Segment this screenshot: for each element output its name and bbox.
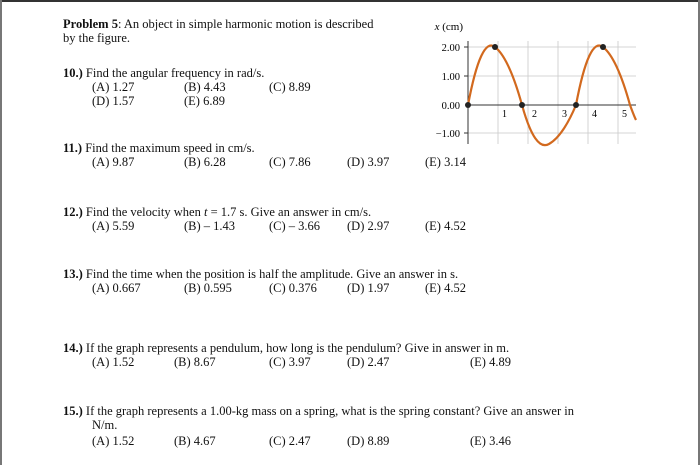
problem-intro-cont: by the figure. (63, 31, 130, 45)
problem-label: Problem 5 (63, 17, 118, 31)
sine-curve (468, 45, 636, 145)
option[interactable]: (A) 1.27 (92, 80, 135, 94)
question-text: If the graph represents a 1.00-kg mass on a spring, what is the spring constant? Give an answer in (85, 404, 574, 418)
option[interactable]: (C) 0.376 (269, 281, 317, 295)
question-12 (63, 205, 371, 219)
question-text: Find the angular frequency in rad/s. (85, 66, 265, 80)
top-edge (0, 0, 700, 2)
problem-intro (63, 17, 373, 31)
question-text-post: = 1.7 s. Give an answer in cm/s. (207, 205, 372, 219)
y-tick-label: 1.00 (441, 72, 460, 83)
option[interactable]: (C) – 3.66 (269, 219, 321, 233)
question-number: 13.) (63, 267, 83, 281)
x-tick-label: 5 (622, 109, 627, 120)
question-number: 11.) (63, 141, 83, 155)
option[interactable]: (E) 6.89 (184, 94, 225, 108)
question-text-pre: Find the velocity when (85, 205, 204, 219)
data-point (519, 102, 525, 108)
option[interactable]: (C) 8.89 (269, 80, 311, 94)
data-point (492, 44, 498, 50)
y-tick-label: −1.00 (435, 129, 460, 140)
data-point (465, 102, 471, 108)
option[interactable]: (B) – 1.43 (184, 219, 236, 233)
problem-intro-text: : An object in simple harmonic motion is described (117, 17, 374, 31)
question-14 (63, 341, 509, 355)
question-text: If the graph represents a pendulum, how long is the pendulum? Give in answer in m. (85, 341, 510, 355)
y-axis-variable: x (434, 21, 440, 33)
question-15 (63, 404, 574, 418)
option[interactable]: (B) 0.595 (184, 281, 232, 295)
option[interactable]: (B) 8.67 (174, 355, 216, 369)
option[interactable]: (E) 3.46 (470, 434, 511, 448)
option[interactable]: (C) 2.47 (269, 434, 311, 448)
option[interactable]: (A) 5.59 (92, 219, 135, 233)
option[interactable]: (B) 6.28 (184, 155, 226, 169)
option[interactable]: (E) 4.52 (425, 281, 466, 295)
option[interactable]: (A) 0.667 (92, 281, 141, 295)
option[interactable]: (B) 4.43 (184, 80, 226, 94)
question-text-cont: N/m. (92, 418, 118, 432)
x-tick-label: 1 (502, 109, 507, 120)
y-axis-unit: (cm) (439, 21, 463, 33)
option[interactable]: (D) 2.97 (347, 219, 390, 233)
data-point (600, 44, 606, 50)
y-tick-label: 0.00 (441, 101, 460, 112)
option[interactable]: (D) 3.97 (347, 155, 390, 169)
question-text: Find the maximum speed in cm/s. (85, 141, 255, 155)
data-point (573, 102, 579, 108)
option[interactable]: (A) 9.87 (92, 155, 135, 169)
option[interactable]: (A) 1.52 (92, 355, 135, 369)
question-number: 12.) (63, 205, 83, 219)
question-11 (63, 141, 255, 155)
y-tick-label: 2.00 (441, 43, 460, 54)
option[interactable]: (A) 1.52 (92, 434, 135, 448)
question-number: 15.) (63, 404, 83, 418)
x-tick-label: 3 (562, 109, 567, 120)
question-10 (63, 66, 264, 80)
option[interactable]: (B) 4.67 (174, 434, 216, 448)
option[interactable]: (D) 8.89 (347, 434, 390, 448)
x-tick-label: 4 (592, 109, 597, 120)
question-text: Find the time when the position is half the amplitude. Give an answer in s. (85, 267, 459, 281)
option[interactable]: (E) 4.89 (470, 355, 511, 369)
y-axis-label (434, 21, 464, 33)
option[interactable]: (C) 3.97 (269, 355, 311, 369)
question-number: 14.) (63, 341, 83, 355)
x-tick-label: 2 (532, 109, 537, 120)
option[interactable]: (D) 1.57 (92, 94, 135, 108)
position-time-graph (410, 16, 650, 166)
option[interactable]: (D) 2.47 (347, 355, 390, 369)
option[interactable]: (C) 7.86 (269, 155, 311, 169)
left-edge (0, 0, 2, 465)
option[interactable]: (D) 1.97 (347, 281, 390, 295)
time-variable: t (203, 205, 208, 219)
option[interactable]: (E) 3.14 (425, 155, 466, 169)
option[interactable]: (E) 4.52 (425, 219, 466, 233)
question-13 (63, 267, 458, 281)
question-number: 10.) (63, 66, 83, 80)
